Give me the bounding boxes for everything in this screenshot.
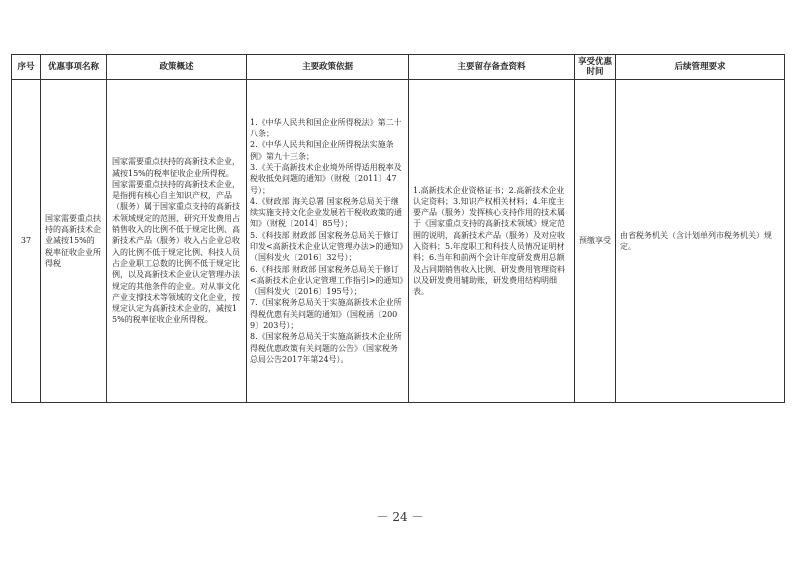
row-documents: 1.高新技术企业资格证书；2.高新技术企业认定资料；3.知识产权相关材料；4.年度主要产品（服务）发挥核心支持作用的技术属于《国家重点支持的高新技术领域》规定范围的说明，高新技术产品（服务）及对应收入资料；5.年度职工和科技人员情况证明材料；6.当年和前两个会计年度研发费用总额及占同期销售收入比例、研发费用管理资料以及研发费用辅助账，研发费用结构明细表。 bbox=[409, 80, 575, 403]
basis-item-8: 8.《国家税务总局关于实施高新技术企业所得税优惠政策有关问题的公告》（国家税务总局公告2017年第24号）。 bbox=[250, 332, 402, 364]
header-basis: 主要政策依据 bbox=[247, 55, 409, 80]
header-documents: 主要留存备查资料 bbox=[409, 55, 575, 80]
policy-table bbox=[11, 54, 785, 403]
basis-item-1: 1.《中华人民共和国企业所得税法》第二十八条； bbox=[250, 117, 402, 139]
header-timing: 享受优惠时间 bbox=[575, 55, 616, 80]
basis-item-3: 3.《关于高新技术企业境外所得适用税率及税收抵免问题的通知》（财税〔2011〕47号）； bbox=[250, 162, 402, 195]
basis-item-6: 6.《科技部 财政部 国家税务总局关于修订<高新技术企业认定管理工作指引>的通知》（国科发火〔2016〕195号）； bbox=[250, 264, 404, 297]
row-timing: 预缴享受 bbox=[575, 80, 616, 403]
basis-item-2: 2.《中华人民共和国企业所得税法实施条例》第九十三条； bbox=[250, 140, 394, 161]
header-overview: 政策概述 bbox=[107, 55, 247, 80]
basis-item-5: 5.《科技部 财政部 国家税务总局关于修订印发<高新技术企业认定管理办法>的通知》（国科发火〔2016〕32号）； bbox=[250, 230, 404, 263]
table-header-row bbox=[12, 55, 785, 80]
row-overview: 国家需要重点扶持的高新技术企业，减按15%的税率征收企业所得税。国家需要重点扶持的高新技术企业，是指拥有核心自主知识产权，产品（服务）属于国家重点支持的高新技术领域规定的范围、研究开发费用占销售收入的比例不低于规定比例、高新技术产品（服务）收入占企业总收入的比例不低于规定比例、科技人员占企业职工总数的比例不低于规定比例，以及高新技术企业认定管理办法规定的其他条件的企业。对从事文化产业支撑技术等领域的文化企业，按规定认定为高新技术企业的，减按15%的税率征收企业所得税。 bbox=[107, 80, 247, 403]
header-number: 序号 bbox=[12, 55, 41, 80]
basis-item-4: 4.《财政部 海关总署 国家税务总局关于继续实施支持文化企业发展若干税收政策的通知》（财税〔2014〕85号）； bbox=[250, 196, 402, 229]
row-basis bbox=[247, 80, 409, 403]
page-number: － 24 － bbox=[376, 510, 424, 524]
header-followup: 后续管理要求 bbox=[616, 55, 785, 80]
header-name: 优惠事项名称 bbox=[41, 55, 107, 80]
row-name: 国家需要重点扶持的高新技术企业减按15%的税率征收企业所得税 bbox=[41, 80, 107, 403]
basis-item-7: 7.《国家税务总局关于实施高新技术企业所得税优惠有关问题的通知》（国税函〔2009〕203号）； bbox=[250, 298, 402, 331]
row-number: 37 bbox=[12, 80, 41, 403]
table-row bbox=[12, 80, 785, 403]
row-followup: 由省税务机关（含计划单列市税务机关）规定。 bbox=[616, 80, 785, 403]
